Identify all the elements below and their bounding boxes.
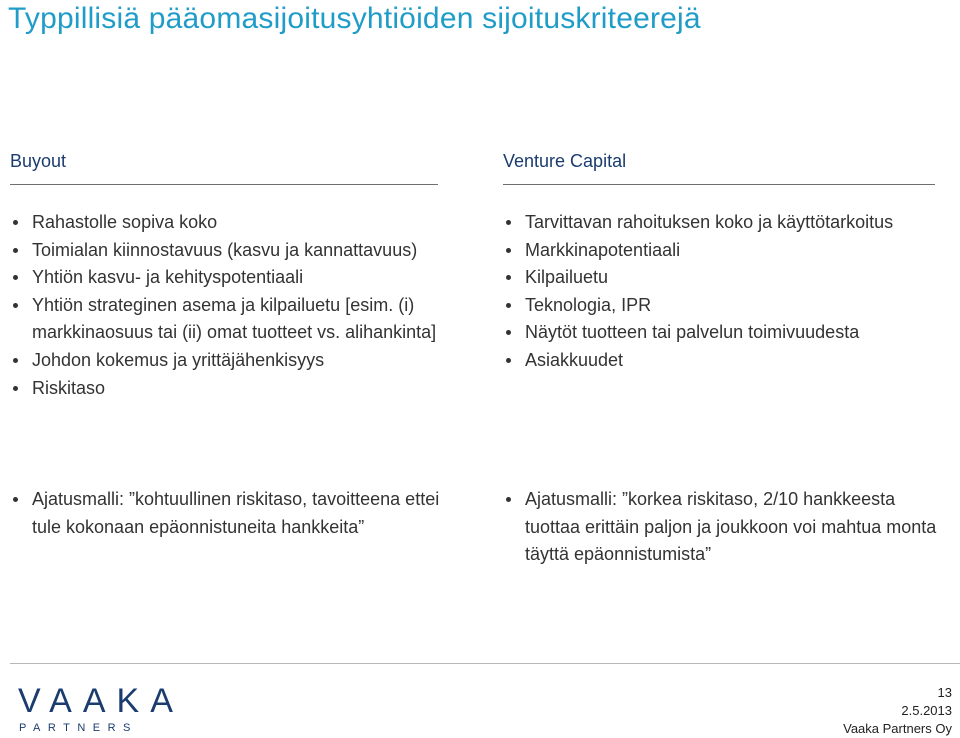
buyout-criterion: Toimialan kiinnostavuus (kasvu ja kannattavuus) [10,237,438,265]
buyout-criterion: Yhtiön strateginen asema ja kilpailuetu [esim. (i) markkinaosuus tai (ii) omat tuotteet vs. alihankinta] [10,292,438,347]
buyout-heading: Buyout [10,151,67,171]
buyout-criteria-list [10,209,438,402]
buyout-criterion: Rahastolle sopiva koko [10,209,438,237]
company-name: Vaaka Partners Oy [843,721,952,736]
vaaka-partners-logo [18,684,184,734]
page-number: 13 [937,685,952,700]
footer-meta [843,684,952,738]
buyout-divider [10,184,438,185]
logo-wordmark: VAAKA [18,682,184,720]
buyout-mindset [10,486,440,541]
venture-mindset [503,486,943,569]
buyout-criterion: Yhtiön kasvu- ja kehityspotentiaali [10,264,438,292]
venture-criterion: Asiakkuudet [503,347,935,375]
slide-title: Typpillisiä pääomasijoitusyhtiöiden sijoituskriteerejä [8,2,701,35]
venture-criterion: Markkinapotentiaali [503,237,935,265]
venture-criterion: Näytöt tuotteen tai palvelun toimivuudesta [503,319,935,347]
footer-divider [10,663,960,664]
venture-criterion: Tarvittavan rahoituksen koko ja käyttötarkoitus [503,209,935,237]
venture-criteria-list [503,209,935,375]
venture-criterion: Teknologia, IPR [503,292,935,320]
buyout-mindset-text: Ajatusmalli: ”kohtuullinen riskitaso, tavoitteena ettei tule kokonaan epäonnistuneita hankkeita” [10,486,440,541]
venture-heading: Venture Capital [503,151,627,171]
logo-subtitle: PARTNERS [19,722,138,734]
venture-column [503,150,935,375]
venture-criterion: Kilpailuetu [503,264,935,292]
buyout-criterion: Johdon kokemus ja yrittäjähenkisyys [10,347,438,375]
venture-divider [503,184,935,185]
buyout-column [10,150,438,402]
slide-date: 2.5.2013 [901,703,952,718]
venture-mindset-text: Ajatusmalli: ”korkea riskitaso, 2/10 hankkeesta tuottaa erittäin paljon ja joukkoon voi mahtua monta täyttä epäonnistumista” [503,486,943,569]
buyout-criterion: Riskitaso [10,375,438,403]
